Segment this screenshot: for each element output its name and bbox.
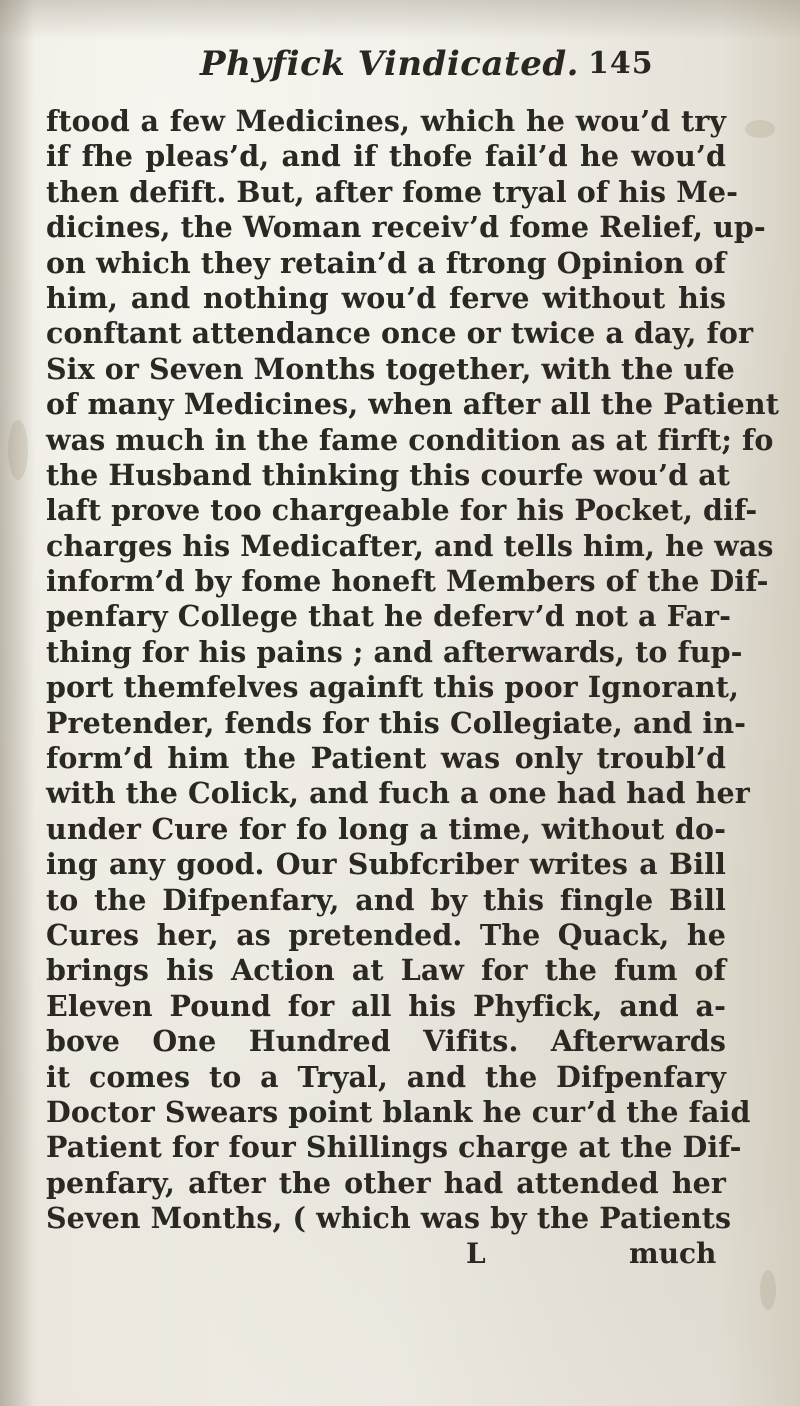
text-line: Patient for four Shillings charge at the Dif- [46,1130,742,1165]
text-line: with the Colick, and fuch a one had had her [46,776,750,811]
running-title: Phyfick Vindicated. [200,44,579,84]
text-line: if fhe pleas’d, and if thofe fail’d he wou’d [46,139,726,174]
text-line: it comes to a Tryal, and the Difpenfary [46,1059,726,1094]
text-line: Cures her, as pretended. The Quack, he [46,917,726,952]
page-header [110,44,710,88]
text-line: inform’d by fome honeft Members of the Dif- [46,564,769,599]
text-line: Pretender, fends for this Collegiate, and in- [46,705,747,740]
catchword: much [629,1236,717,1270]
text-line: conftant attendance once or twice a day, for [46,316,754,351]
page-footer [46,1237,726,1273]
text-line: brings his Action at Law for the fum of [46,953,726,988]
text-line: Six or Seven Months together, with the ufe [46,351,735,386]
text-line: form’d him the Patient was only troubl’d [46,741,726,776]
body-text [46,104,779,1273]
text-line: the Husband thinking this courfe wou’d at [46,457,731,492]
text-line: penfary, after the other had attended her [46,1165,726,1200]
paper-stain [745,120,775,138]
page-top-shadow [0,0,800,40]
text-line: was much in the fame condition as at firft; fo [46,422,774,457]
text-line: of many Medicines, when after all the Patient [46,387,779,422]
text-line: laft prove too chargeable for his Pocket, dif- [46,493,758,528]
text-line: port themfelves againft this poor Ignorant, [46,670,739,705]
text-line: charges his Medicafter, and tells him, he was [46,528,774,563]
text-line: Eleven Pound for all his Phyfick, and a- [46,988,726,1023]
text-line: ftood a few Medicines, which he wou’d try [46,104,726,138]
text-line: Seven Months, ( which was by the Patients [46,1201,732,1236]
text-line: bove One Hundred Vifits. Afterwards [46,1024,726,1059]
page-gutter-shadow [0,0,34,1406]
text-line: penfary College that he deferv’d not a Far- [46,599,732,634]
text-line: then defift. But, after fome tryal of his Me- [46,174,739,209]
text-line: ing any good. Our Subfcriber writes a Bill [46,847,726,882]
text-line: dicines, the Woman receiv’d fome Relief, up- [46,210,766,245]
text-line: Doctor Swears point blank he cur’d the faid [46,1094,751,1129]
paper-stain [8,420,28,480]
text-line: him, and nothing wou’d ferve without his [46,280,726,315]
text-line: under Cure for fo long a time, without do- [46,811,726,846]
text-line: on which they retain’d a ftrong Opinion of [46,245,726,280]
signature-mark: L [466,1236,486,1270]
text-line: to the Difpenfary, and by this fingle Bill [46,882,726,917]
text-line: thing for his pains ; and afterwards, to fup- [46,634,743,669]
page-number: 145 [588,46,654,81]
paper-stain [760,1270,776,1310]
